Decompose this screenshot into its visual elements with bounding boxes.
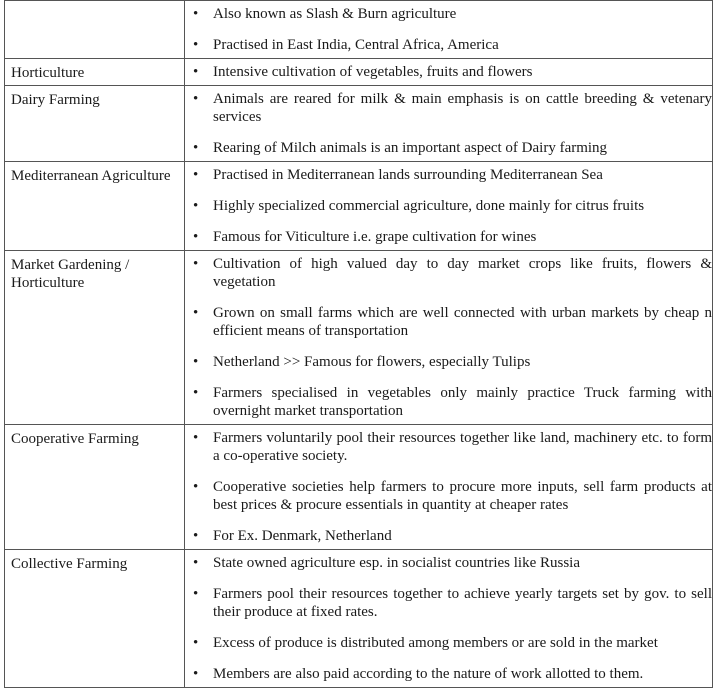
bullet-point: • For Ex. Denmark, Netherland — [185, 523, 712, 549]
bullet-point: • Netherland >> Famous for flowers, especially Tulips — [185, 349, 712, 375]
bullet-point: • State owned agriculture esp. in socialist countries like Russia — [185, 550, 712, 576]
farming-type-cell: Collective Farming — [5, 550, 185, 688]
table-row — [5, 425, 713, 550]
bullet-list — [185, 550, 712, 687]
bullet-point: • Farmers specialised in vegetables only mainly practice Truck farming with overnight market transportation — [185, 380, 712, 424]
bullet-list — [185, 86, 712, 161]
bullet-point: • Rearing of Milch animals is an important aspect of Dairy farming — [185, 135, 712, 161]
bullet-point: • Members are also paid according to the nature of work allotted to them. — [185, 661, 712, 687]
table-row — [5, 1, 713, 59]
bullet-point: • Farmers voluntarily pool their resources together like land, machinery etc. to form a co-operative society. — [185, 425, 712, 469]
bullet-point: • Practised in East India, Central Africa, America — [185, 32, 712, 58]
farming-type-cell: Dairy Farming — [5, 86, 185, 162]
table-row — [5, 86, 713, 162]
farming-type-cell: Horticulture — [5, 59, 185, 86]
bullet-point: • Farmers pool their resources together to achieve yearly targets set by gov. to sell their produce at fixed rates. — [185, 581, 712, 625]
bullet-point: • Animals are reared for milk & main emphasis is on cattle breeding & vetenary services — [185, 86, 712, 130]
farming-types-table — [4, 0, 713, 688]
bullet-list — [185, 251, 712, 424]
description-cell — [185, 162, 713, 251]
bullet-point: • Also known as Slash & Burn agriculture — [185, 1, 712, 27]
bullet-point: • Cultivation of high valued day to day market crops like fruits, flowers & vegetation — [185, 251, 712, 295]
bullet-list — [185, 1, 712, 58]
description-cell — [185, 1, 713, 59]
farming-type-cell: Mediterranean Agriculture — [5, 162, 185, 251]
farming-type-cell — [5, 1, 185, 59]
description-cell — [185, 550, 713, 688]
bullet-point: • Grown on small farms which are well connected with urban markets by cheap n efficient means of transportation — [185, 300, 712, 344]
bullet-list — [185, 59, 712, 85]
bullet-point: • Cooperative societies help farmers to procure more inputs, sell farm products at best prices & procure essentials in quantity at cheaper rates — [185, 474, 712, 518]
table-row — [5, 59, 713, 86]
description-cell — [185, 251, 713, 425]
bullet-point: • Practised in Mediterranean lands surrounding Mediterranean Sea — [185, 162, 712, 188]
bullet-list — [185, 425, 712, 549]
bullet-point: • Highly specialized commercial agriculture, done mainly for citrus fruits — [185, 193, 712, 219]
description-cell — [185, 86, 713, 162]
bullet-point: • Famous for Viticulture i.e. grape cultivation for wines — [185, 224, 712, 250]
bullet-point: • Intensive cultivation of vegetables, fruits and flowers — [185, 59, 712, 85]
bullet-point: • Excess of produce is distributed among members or are sold in the market — [185, 630, 712, 656]
table-row — [5, 550, 713, 688]
farming-type-cell: Market Gardening / Horticulture — [5, 251, 185, 425]
farming-type-cell: Cooperative Farming — [5, 425, 185, 550]
description-cell — [185, 425, 713, 550]
bullet-list — [185, 162, 712, 250]
table-row — [5, 251, 713, 425]
description-cell — [185, 59, 713, 86]
table-row — [5, 162, 713, 251]
